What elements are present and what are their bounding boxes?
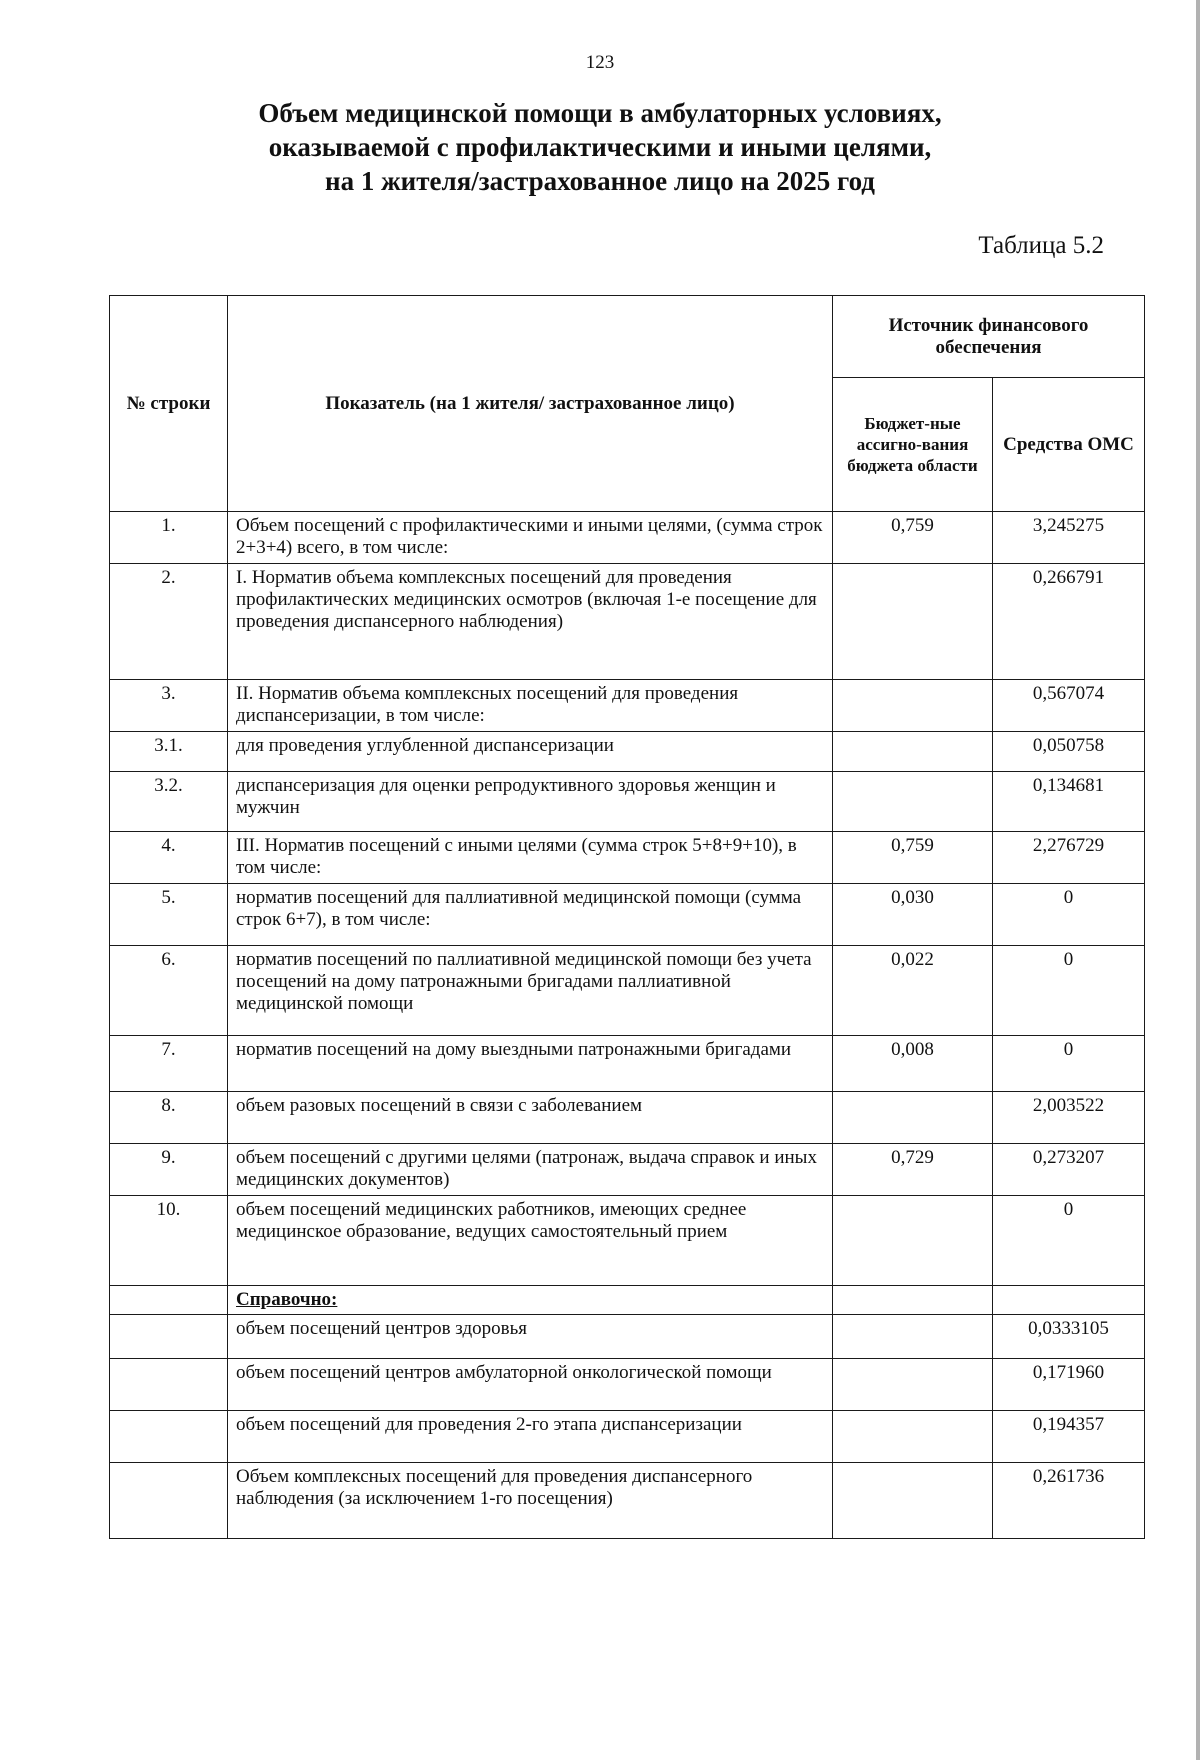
header-oms: Средства ОМС: [993, 378, 1145, 512]
reference-item-row: [110, 1411, 1145, 1463]
row-oms-value: 0: [993, 1196, 1145, 1286]
table-row: [110, 772, 1145, 832]
reference-item-indicator: объем посещений для проведения 2-го этапа диспансеризации: [228, 1411, 833, 1463]
row-number: 9.: [110, 1144, 228, 1196]
page-number: 123: [585, 52, 615, 73]
reference-item-budget: [833, 1315, 993, 1359]
row-indicator: для проведения углубленной диспансеризации: [228, 732, 833, 772]
table-body: [110, 512, 1145, 1539]
row-indicator: объем разовых посещений в связи с заболеванием: [228, 1092, 833, 1144]
table-row: [110, 564, 1145, 680]
reference-item-indicator: объем посещений центров амбулаторной онкологической помощи: [228, 1359, 833, 1411]
reference-empty-no: [110, 1286, 228, 1315]
row-budget-value: 0,729: [833, 1144, 993, 1196]
row-indicator: I. Норматив объема комплексных посещений для проведения профилактических медицинских осмотров (включая 1-е посещение для проведения диспансерного наблюдения): [228, 564, 833, 680]
row-budget-value: 0,008: [833, 1036, 993, 1092]
row-oms-value: 0,134681: [993, 772, 1145, 832]
row-indicator: норматив посещений на дому выездными патронажными бригадами: [228, 1036, 833, 1092]
row-oms-value: 0,567074: [993, 680, 1145, 732]
row-oms-value: 0,050758: [993, 732, 1145, 772]
reference-empty-oms: [993, 1286, 1145, 1315]
row-indicator: норматив посещений для паллиативной медицинской помощи (сумма строк 6+7), в том числе:: [228, 884, 833, 946]
row-budget-value: 0,022: [833, 946, 993, 1036]
row-indicator: III. Норматив посещений с иными целями (сумма строк 5+8+9+10), в том числе:: [228, 832, 833, 884]
reference-item-no: [110, 1359, 228, 1411]
table-row: [110, 1092, 1145, 1144]
reference-item-oms: 0,261736: [993, 1463, 1145, 1539]
document-title: [0, 96, 1200, 198]
row-indicator: норматив посещений по паллиативной медицинской помощи без учета посещений на дому патронажными бригадами паллиативной медицинской помощи: [228, 946, 833, 1036]
row-budget-value: [833, 1092, 993, 1144]
header-budget: Бюджет-ные ассигно-вания бюджета области: [833, 378, 993, 512]
row-number: 3.2.: [110, 772, 228, 832]
table-row: [110, 1144, 1145, 1196]
reference-item-no: [110, 1463, 228, 1539]
row-oms-value: 3,245275: [993, 512, 1145, 564]
reference-item-budget: [833, 1411, 993, 1463]
table-row: [110, 884, 1145, 946]
header-indicator: Показатель (на 1 жителя/ застрахованное лицо): [228, 296, 833, 512]
row-number: 10.: [110, 1196, 228, 1286]
reference-item-budget: [833, 1463, 993, 1539]
row-budget-value: [833, 1196, 993, 1286]
table-row: [110, 512, 1145, 564]
title-line-3: на 1 жителя/застрахованное лицо на 2025 год: [325, 166, 875, 196]
title-line-1: Объем медицинской помощи в амбулаторных условиях,: [258, 98, 942, 128]
header-funding-source: Источник финансового обеспечения: [833, 296, 1145, 378]
row-number: 3.: [110, 680, 228, 732]
header-row-no: № строки: [110, 296, 228, 512]
reference-empty-budget: [833, 1286, 993, 1315]
row-budget-value: [833, 680, 993, 732]
row-number: 8.: [110, 1092, 228, 1144]
row-number: 2.: [110, 564, 228, 680]
table-label: Таблица 5.2: [978, 232, 1104, 259]
reference-item-indicator: объем посещений центров здоровья: [228, 1315, 833, 1359]
row-number: 4.: [110, 832, 228, 884]
row-oms-value: 0: [993, 1036, 1145, 1092]
reference-row: [110, 1286, 1145, 1315]
reference-item-row: [110, 1463, 1145, 1539]
table-row: [110, 732, 1145, 772]
row-indicator: объем посещений с другими целями (патронаж, выдача справок и иных медицинских документов): [228, 1144, 833, 1196]
row-indicator: объем посещений медицинских работников, имеющих среднее медицинское образование, ведущих самостоятельный прием: [228, 1196, 833, 1286]
table-row: [110, 680, 1145, 732]
row-indicator: II. Норматив объема комплексных посещений для проведения диспансеризации, в том числе:: [228, 680, 833, 732]
table-row: [110, 946, 1145, 1036]
reference-item-no: [110, 1315, 228, 1359]
row-budget-value: [833, 732, 993, 772]
row-oms-value: 0: [993, 946, 1145, 1036]
row-budget-value: 0,759: [833, 512, 993, 564]
row-number: 1.: [110, 512, 228, 564]
row-budget-value: [833, 772, 993, 832]
row-oms-value: 0,273207: [993, 1144, 1145, 1196]
reference-item-row: [110, 1315, 1145, 1359]
row-number: 6.: [110, 946, 228, 1036]
table-row: [110, 1196, 1145, 1286]
scan-edge: [1196, 0, 1200, 1760]
reference-item-oms: 0,0333105: [993, 1315, 1145, 1359]
table-row: [110, 1036, 1145, 1092]
reference-item-oms: 0,194357: [993, 1411, 1145, 1463]
row-oms-value: 0: [993, 884, 1145, 946]
row-oms-value: 0,266791: [993, 564, 1145, 680]
row-indicator: Объем посещений с профилактическими и иными целями, (сумма строк 2+3+4) всего, в том числе:: [228, 512, 833, 564]
row-oms-value: 2,003522: [993, 1092, 1145, 1144]
row-number: 3.1.: [110, 732, 228, 772]
row-budget-value: 0,030: [833, 884, 993, 946]
table-row: [110, 832, 1145, 884]
reference-item-no: [110, 1411, 228, 1463]
row-number: 7.: [110, 1036, 228, 1092]
reference-item-oms: 0,171960: [993, 1359, 1145, 1411]
row-number: 5.: [110, 884, 228, 946]
reference-item-row: [110, 1359, 1145, 1411]
reference-item-indicator: Объем комплексных посещений для проведения диспансерного наблюдения (за исключением 1-го посещения): [228, 1463, 833, 1539]
row-budget-value: 0,759: [833, 832, 993, 884]
volume-table: [109, 295, 1145, 1539]
row-indicator: диспансеризация для оценки репродуктивного здоровья женщин и мужчин: [228, 772, 833, 832]
row-oms-value: 2,276729: [993, 832, 1145, 884]
reference-label: Справочно:: [228, 1286, 833, 1315]
title-line-2: оказываемой с профилактическими и иными целями,: [268, 132, 932, 162]
reference-item-budget: [833, 1359, 993, 1411]
row-budget-value: [833, 564, 993, 680]
